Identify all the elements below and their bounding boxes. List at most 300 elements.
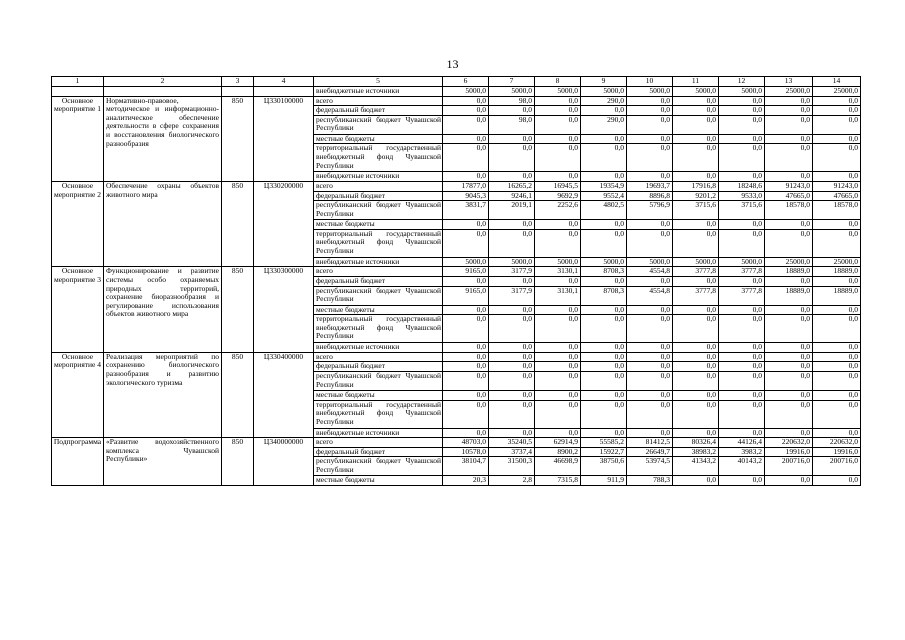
amount-cell: 0,0 <box>765 172 813 182</box>
funding-source: республиканский бюджет Чувашской Республики <box>314 115 443 134</box>
funding-source: внебюджетные источники <box>314 343 443 353</box>
column-number: 2 <box>104 77 222 87</box>
amount-cell: 0,0 <box>535 96 581 106</box>
amount-cell: 0,0 <box>443 305 489 315</box>
amount-cell: 98,0 <box>489 115 535 134</box>
amount-cell: 0,0 <box>673 220 719 230</box>
amount-cell: 0,0 <box>443 362 489 372</box>
funding-source: всего <box>314 438 443 448</box>
measure-status: Основное мероприятие 4 <box>52 352 104 437</box>
amount-cell: 0,0 <box>719 106 765 116</box>
amount-cell: 0,0 <box>443 400 489 428</box>
amount-cell: 0,0 <box>627 144 673 172</box>
empty-cell <box>222 87 254 97</box>
amount-cell: 220632,0 <box>813 438 861 448</box>
funding-source: республиканский бюджет Чувашской Республики <box>314 286 443 305</box>
amount-cell: 19693,7 <box>627 181 673 191</box>
budget-table <box>51 76 861 486</box>
amount-cell: 0,0 <box>813 172 861 182</box>
amount-cell: 0,0 <box>535 144 581 172</box>
amount-cell: 200716,0 <box>765 457 813 476</box>
amount-cell: 19916,0 <box>813 447 861 457</box>
amount-cell: 2252,6 <box>535 201 581 220</box>
amount-cell: 0,0 <box>719 276 765 286</box>
amount-cell: 0,0 <box>765 144 813 172</box>
amount-cell: 0,0 <box>813 362 861 372</box>
amount-cell: 53974,5 <box>627 457 673 476</box>
amount-cell: 3177,9 <box>489 286 535 305</box>
amount-cell: 38983,2 <box>673 447 719 457</box>
column-number: 3 <box>222 77 254 87</box>
amount-cell: 9692,9 <box>535 191 581 201</box>
funding-source: всего <box>314 352 443 362</box>
funding-source: территориальный государственный внебюджетный фонд Чувашской Республики <box>314 400 443 428</box>
amount-cell: 44126,4 <box>719 438 765 448</box>
amount-cell: 0,0 <box>813 428 861 438</box>
amount-cell: 0,0 <box>765 229 813 257</box>
classification-code: Ц330100000 <box>254 96 314 181</box>
table-row <box>52 438 861 448</box>
funding-source: местные бюджеты <box>314 134 443 144</box>
amount-cell: 81412,5 <box>627 438 673 448</box>
amount-cell: 41343,2 <box>673 457 719 476</box>
amount-cell: 0,0 <box>765 106 813 116</box>
amount-cell: 0,0 <box>535 371 581 390</box>
amount-cell: 0,0 <box>443 220 489 230</box>
amount-cell: 0,0 <box>443 115 489 134</box>
amount-cell: 0,0 <box>627 220 673 230</box>
amount-cell: 0,0 <box>489 315 535 343</box>
amount-cell: 0,0 <box>581 229 627 257</box>
amount-cell: 0,0 <box>489 106 535 116</box>
amount-cell: 788,3 <box>627 476 673 486</box>
amount-cell: 9552,4 <box>581 191 627 201</box>
amount-cell: 9165,0 <box>443 267 489 277</box>
amount-cell: 18248,6 <box>719 181 765 191</box>
funding-source: внебюджетные источники <box>314 87 443 97</box>
amount-cell: 3777,8 <box>719 267 765 277</box>
amount-cell: 0,0 <box>673 352 719 362</box>
amount-cell: 62914,9 <box>535 438 581 448</box>
amount-cell: 0,0 <box>443 172 489 182</box>
column-number: 10 <box>627 77 673 87</box>
amount-cell: 5000,0 <box>443 257 489 267</box>
amount-cell: 0,0 <box>581 400 627 428</box>
empty-cell <box>52 87 104 97</box>
funding-source: федеральный бюджет <box>314 362 443 372</box>
amount-cell: 4554,8 <box>627 267 673 277</box>
amount-cell: 0,0 <box>443 276 489 286</box>
amount-cell: 5000,0 <box>673 257 719 267</box>
amount-cell: 9165,0 <box>443 286 489 305</box>
funding-source: всего <box>314 181 443 191</box>
classification-code: Ц330400000 <box>254 352 314 437</box>
amount-cell: 5000,0 <box>627 257 673 267</box>
amount-cell: 0,0 <box>535 352 581 362</box>
grbs-code: 850 <box>222 181 254 266</box>
amount-cell: 0,0 <box>581 106 627 116</box>
amount-cell: 10578,0 <box>443 447 489 457</box>
amount-cell: 35240,5 <box>489 438 535 448</box>
amount-cell: 0,0 <box>719 315 765 343</box>
amount-cell: 25000,0 <box>765 87 813 97</box>
amount-cell: 5000,0 <box>443 87 489 97</box>
amount-cell: 0,0 <box>719 144 765 172</box>
amount-cell: 0,0 <box>765 305 813 315</box>
amount-cell: 0,0 <box>489 390 535 400</box>
amount-cell: 911,9 <box>581 476 627 486</box>
amount-cell: 0,0 <box>535 220 581 230</box>
amount-cell: 0,0 <box>813 144 861 172</box>
funding-source: всего <box>314 96 443 106</box>
amount-cell: 0,0 <box>443 371 489 390</box>
amount-cell: 5000,0 <box>535 257 581 267</box>
amount-cell: 0,0 <box>765 134 813 144</box>
amount-cell: 0,0 <box>627 428 673 438</box>
measure-status: Основное мероприятие 3 <box>52 267 104 352</box>
amount-cell: 80326,4 <box>673 438 719 448</box>
amount-cell: 5000,0 <box>719 87 765 97</box>
measure-name: Нормативно-правовое, методическое и информационно-аналитическое обеспечение деятельности в сфере сохранения и восстановления биологического разнообразия <box>104 96 222 181</box>
amount-cell: 0,0 <box>489 276 535 286</box>
amount-cell: 0,0 <box>673 106 719 116</box>
funding-source: территориальный государственный внебюджетный фонд Чувашской Республики <box>314 315 443 343</box>
funding-source: республиканский бюджет Чувашской Республики <box>314 201 443 220</box>
classification-code: Ц330300000 <box>254 267 314 352</box>
amount-cell: 0,0 <box>581 390 627 400</box>
amount-cell: 91243,0 <box>765 181 813 191</box>
classification-code: Ц330200000 <box>254 181 314 266</box>
amount-cell: 0,0 <box>443 144 489 172</box>
amount-cell: 25000,0 <box>765 257 813 267</box>
amount-cell: 9201,2 <box>673 191 719 201</box>
amount-cell: 0,0 <box>813 115 861 134</box>
amount-cell: 3983,2 <box>719 447 765 457</box>
amount-cell: 0,0 <box>719 172 765 182</box>
amount-cell: 0,0 <box>765 362 813 372</box>
amount-cell: 0,0 <box>673 276 719 286</box>
amount-cell: 18578,0 <box>813 201 861 220</box>
amount-cell: 0,0 <box>443 96 489 106</box>
amount-cell: 0,0 <box>581 428 627 438</box>
amount-cell: 0,0 <box>813 106 861 116</box>
measure-name: Обеспечение охраны объектов животного мира <box>104 181 222 266</box>
amount-cell: 0,0 <box>535 276 581 286</box>
column-number: 8 <box>535 77 581 87</box>
amount-cell: 0,0 <box>489 220 535 230</box>
amount-cell: 0,0 <box>535 315 581 343</box>
funding-source: территориальный государственный внебюджетный фонд Чувашской Республики <box>314 229 443 257</box>
amount-cell: 0,0 <box>673 305 719 315</box>
amount-cell: 0,0 <box>719 115 765 134</box>
amount-cell: 25000,0 <box>813 87 861 97</box>
table-row <box>52 352 861 362</box>
amount-cell: 0,0 <box>489 172 535 182</box>
amount-cell: 0,0 <box>443 134 489 144</box>
amount-cell: 0,0 <box>443 428 489 438</box>
column-number: 13 <box>765 77 813 87</box>
amount-cell: 16265,2 <box>489 181 535 191</box>
amount-cell: 2,8 <box>489 476 535 486</box>
funding-source: федеральный бюджет <box>314 106 443 116</box>
amount-cell: 31500,3 <box>489 457 535 476</box>
amount-cell: 38104,7 <box>443 457 489 476</box>
funding-source: местные бюджеты <box>314 220 443 230</box>
grbs-code: 850 <box>222 96 254 181</box>
amount-cell: 0,0 <box>627 96 673 106</box>
amount-cell: 0,0 <box>813 390 861 400</box>
amount-cell: 0,0 <box>627 229 673 257</box>
amount-cell: 0,0 <box>627 134 673 144</box>
amount-cell: 0,0 <box>765 343 813 353</box>
column-number: 7 <box>489 77 535 87</box>
amount-cell: 0,0 <box>627 305 673 315</box>
amount-cell: 290,0 <box>581 96 627 106</box>
amount-cell: 0,0 <box>673 400 719 428</box>
amount-cell: 0,0 <box>627 276 673 286</box>
amount-cell: 0,0 <box>627 352 673 362</box>
funding-source: местные бюджеты <box>314 390 443 400</box>
amount-cell: 0,0 <box>581 352 627 362</box>
funding-source: федеральный бюджет <box>314 447 443 457</box>
amount-cell: 3177,9 <box>489 267 535 277</box>
amount-cell: 0,0 <box>489 305 535 315</box>
empty-cell <box>254 87 314 97</box>
amount-cell: 5796,9 <box>627 201 673 220</box>
amount-cell: 0,0 <box>765 476 813 486</box>
amount-cell: 8900,2 <box>535 447 581 457</box>
amount-cell: 0,0 <box>489 362 535 372</box>
amount-cell: 0,0 <box>627 315 673 343</box>
amount-cell: 0,0 <box>627 172 673 182</box>
funding-source: республиканский бюджет Чувашской Республики <box>314 371 443 390</box>
amount-cell: 4802,5 <box>581 201 627 220</box>
measure-status: Подпрограмма <box>52 438 104 486</box>
amount-cell: 2019,1 <box>489 201 535 220</box>
amount-cell: 0,0 <box>673 390 719 400</box>
amount-cell: 0,0 <box>535 229 581 257</box>
amount-cell: 0,0 <box>813 343 861 353</box>
amount-cell: 5000,0 <box>581 257 627 267</box>
amount-cell: 47665,0 <box>813 191 861 201</box>
amount-cell: 3777,8 <box>673 286 719 305</box>
amount-cell: 3777,8 <box>673 267 719 277</box>
column-number: 4 <box>254 77 314 87</box>
measure-status: Основное мероприятие 2 <box>52 181 104 266</box>
amount-cell: 0,0 <box>813 220 861 230</box>
amount-cell: 0,0 <box>627 343 673 353</box>
amount-cell: 0,0 <box>673 371 719 390</box>
column-number: 12 <box>719 77 765 87</box>
funding-source: территориальный государственный внебюджетный фонд Чувашской Республики <box>314 144 443 172</box>
amount-cell: 200716,0 <box>813 457 861 476</box>
amount-cell: 0,0 <box>813 352 861 362</box>
amount-cell: 0,0 <box>627 115 673 134</box>
amount-cell: 19916,0 <box>765 447 813 457</box>
amount-cell: 5000,0 <box>673 87 719 97</box>
column-number: 6 <box>443 77 489 87</box>
amount-cell: 0,0 <box>627 390 673 400</box>
amount-cell: 9045,3 <box>443 191 489 201</box>
amount-cell: 0,0 <box>673 144 719 172</box>
amount-cell: 3831,7 <box>443 201 489 220</box>
amount-cell: 0,0 <box>627 400 673 428</box>
amount-cell: 0,0 <box>489 371 535 390</box>
amount-cell: 0,0 <box>673 172 719 182</box>
amount-cell: 0,0 <box>535 115 581 134</box>
amount-cell: 7315,8 <box>535 476 581 486</box>
amount-cell: 0,0 <box>489 343 535 353</box>
amount-cell: 0,0 <box>765 220 813 230</box>
amount-cell: 8708,3 <box>581 286 627 305</box>
amount-cell: 0,0 <box>719 343 765 353</box>
amount-cell: 5000,0 <box>627 87 673 97</box>
amount-cell: 26649,7 <box>627 447 673 457</box>
amount-cell: 0,0 <box>581 276 627 286</box>
amount-cell: 5000,0 <box>535 87 581 97</box>
amount-cell: 0,0 <box>765 315 813 343</box>
header-row <box>52 77 861 87</box>
amount-cell: 0,0 <box>581 343 627 353</box>
amount-cell: 0,0 <box>535 305 581 315</box>
amount-cell: 0,0 <box>719 229 765 257</box>
amount-cell: 0,0 <box>627 362 673 372</box>
amount-cell: 0,0 <box>535 134 581 144</box>
amount-cell: 0,0 <box>719 352 765 362</box>
amount-cell: 0,0 <box>765 390 813 400</box>
grbs-code: 850 <box>222 352 254 437</box>
column-number: 11 <box>673 77 719 87</box>
funding-source: местные бюджеты <box>314 476 443 486</box>
funding-source: внебюджетные источники <box>314 428 443 438</box>
amount-cell: 0,0 <box>581 362 627 372</box>
amount-cell: 0,0 <box>673 229 719 257</box>
amount-cell: 0,0 <box>581 371 627 390</box>
funding-source: всего <box>314 267 443 277</box>
measure-name: «Развитие водохозяйственного комплекса Чувашской Республики» <box>104 438 222 486</box>
amount-cell: 0,0 <box>443 229 489 257</box>
amount-cell: 0,0 <box>813 276 861 286</box>
amount-cell: 3715,6 <box>673 201 719 220</box>
amount-cell: 0,0 <box>719 96 765 106</box>
amount-cell: 0,0 <box>489 352 535 362</box>
amount-cell: 18578,0 <box>765 201 813 220</box>
funding-source: федеральный бюджет <box>314 276 443 286</box>
amount-cell: 0,0 <box>719 371 765 390</box>
amount-cell: 0,0 <box>581 315 627 343</box>
amount-cell: 0,0 <box>443 390 489 400</box>
amount-cell: 16945,5 <box>535 181 581 191</box>
amount-cell: 17916,8 <box>673 181 719 191</box>
amount-cell: 0,0 <box>535 400 581 428</box>
table-body <box>52 77 861 486</box>
amount-cell: 3715,6 <box>719 201 765 220</box>
amount-cell: 0,0 <box>719 305 765 315</box>
amount-cell: 47665,0 <box>765 191 813 201</box>
amount-cell: 0,0 <box>813 96 861 106</box>
amount-cell: 290,0 <box>581 115 627 134</box>
amount-cell: 18889,0 <box>765 267 813 277</box>
amount-cell: 0,0 <box>765 428 813 438</box>
amount-cell: 0,0 <box>813 229 861 257</box>
carry-over-row <box>52 87 861 97</box>
grbs-code: 850 <box>222 267 254 352</box>
amount-cell: 25000,0 <box>813 257 861 267</box>
empty-cell <box>104 87 222 97</box>
amount-cell: 0,0 <box>813 134 861 144</box>
amount-cell: 5000,0 <box>581 87 627 97</box>
amount-cell: 0,0 <box>719 476 765 486</box>
amount-cell: 0,0 <box>627 371 673 390</box>
amount-cell: 38750,6 <box>581 457 627 476</box>
column-number: 14 <box>813 77 861 87</box>
amount-cell: 0,0 <box>535 172 581 182</box>
amount-cell: 3737,4 <box>489 447 535 457</box>
amount-cell: 9533,0 <box>719 191 765 201</box>
table-row <box>52 96 861 106</box>
amount-cell: 8708,3 <box>581 267 627 277</box>
column-number: 5 <box>314 77 443 87</box>
amount-cell: 0,0 <box>581 220 627 230</box>
amount-cell: 0,0 <box>535 106 581 116</box>
amount-cell: 98,0 <box>489 96 535 106</box>
amount-cell: 0,0 <box>673 476 719 486</box>
amount-cell: 0,0 <box>489 229 535 257</box>
amount-cell: 91243,0 <box>813 181 861 191</box>
amount-cell: 46698,9 <box>535 457 581 476</box>
amount-cell: 0,0 <box>719 220 765 230</box>
funding-source: республиканский бюджет Чувашской Республики <box>314 457 443 476</box>
amount-cell: 0,0 <box>765 115 813 134</box>
amount-cell: 0,0 <box>673 343 719 353</box>
amount-cell: 0,0 <box>581 144 627 172</box>
amount-cell: 0,0 <box>443 106 489 116</box>
amount-cell: 0,0 <box>813 305 861 315</box>
amount-cell: 18889,0 <box>765 286 813 305</box>
amount-cell: 0,0 <box>719 134 765 144</box>
amount-cell: 0,0 <box>765 400 813 428</box>
amount-cell: 0,0 <box>581 172 627 182</box>
amount-cell: 3130,1 <box>535 286 581 305</box>
amount-cell: 18889,0 <box>813 286 861 305</box>
amount-cell: 0,0 <box>627 106 673 116</box>
amount-cell: 0,0 <box>719 390 765 400</box>
funding-source: внебюджетные источники <box>314 257 443 267</box>
amount-cell: 8896,8 <box>627 191 673 201</box>
amount-cell: 0,0 <box>673 134 719 144</box>
amount-cell: 0,0 <box>673 428 719 438</box>
amount-cell: 0,0 <box>489 134 535 144</box>
amount-cell: 3777,8 <box>719 286 765 305</box>
amount-cell: 9246,1 <box>489 191 535 201</box>
amount-cell: 55585,2 <box>581 438 627 448</box>
table-row <box>52 181 861 191</box>
table-row <box>52 267 861 277</box>
amount-cell: 0,0 <box>535 362 581 372</box>
amount-cell: 0,0 <box>765 96 813 106</box>
amount-cell: 0,0 <box>813 371 861 390</box>
column-number: 1 <box>52 77 104 87</box>
funding-source: местные бюджеты <box>314 305 443 315</box>
amount-cell: 0,0 <box>581 134 627 144</box>
amount-cell: 0,0 <box>443 343 489 353</box>
measure-name: Реализация мероприятий по сохранению биологического разнообразия и развитию экологического туризма <box>104 352 222 437</box>
amount-cell: 0,0 <box>489 144 535 172</box>
amount-cell: 0,0 <box>719 362 765 372</box>
classification-code: Ц340000000 <box>254 438 314 486</box>
amount-cell: 15922,7 <box>581 447 627 457</box>
amount-cell: 48703,0 <box>443 438 489 448</box>
